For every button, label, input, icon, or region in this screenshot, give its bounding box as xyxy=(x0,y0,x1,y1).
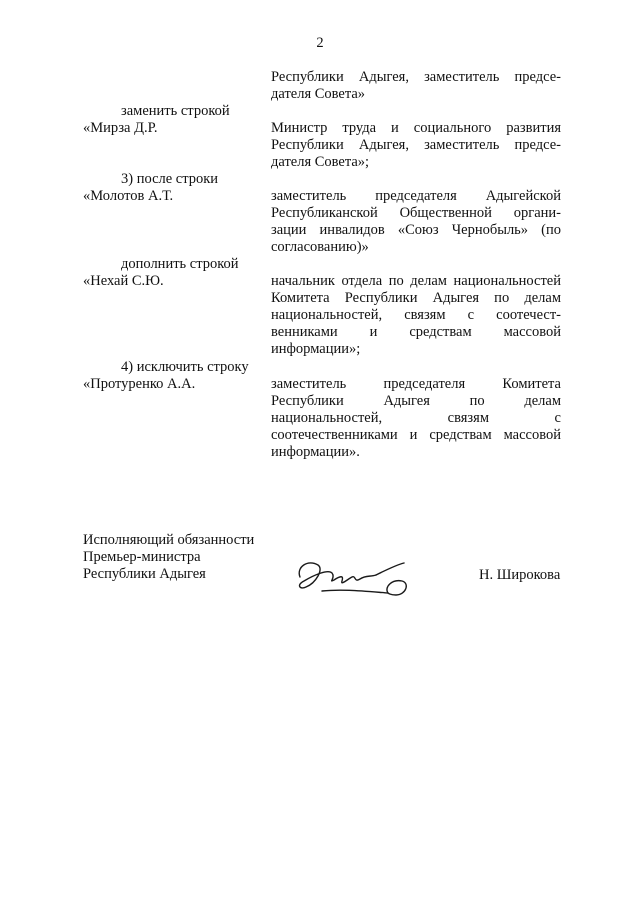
signatory-title-line: Республики Адыгея xyxy=(83,566,206,582)
instruction-remove: 4) исключить строку xyxy=(121,359,249,375)
person-name: «Молотов А.Т. xyxy=(83,188,174,204)
instruction-after: 3) после строки xyxy=(121,171,219,187)
text-line: начальник отдела по делам национальностей xyxy=(271,273,561,289)
signer-name: Н. Широкова xyxy=(479,567,561,583)
person-name: «Нехай С.Ю. xyxy=(83,273,164,289)
text-line: заместитель председателя Комитета xyxy=(271,376,561,392)
person-name: «Протуренко А.А. xyxy=(83,376,196,392)
continuation-text xyxy=(271,69,561,103)
text-line: Республики Адыгея по делам xyxy=(271,393,561,409)
text-line: заместитель председателя Адыгейской xyxy=(271,188,561,204)
text-line: дателя Совета» xyxy=(271,86,366,102)
position-description xyxy=(271,273,561,358)
text-line: согласованию)» xyxy=(271,239,369,255)
text-line: национальностей, связям с соотечест- xyxy=(271,307,561,323)
text-line: Комитета Республики Адыгея по делам xyxy=(271,290,561,306)
position-description xyxy=(271,120,561,171)
text-line: зации инвалидов «Союз Чернобыль» (по xyxy=(271,222,561,238)
text-line: Республики Адыгея, заместитель предсе- xyxy=(271,137,561,153)
signatory-title xyxy=(83,532,254,583)
text-line: соотечественниками и средствам массовой xyxy=(271,427,561,443)
text-line: Министр труда и социального развития xyxy=(271,120,561,136)
text-line: Республики Адыгея, заместитель предсе- xyxy=(271,69,561,85)
text-line: национальностей, связям с xyxy=(271,410,561,426)
handwritten-signature xyxy=(292,553,422,603)
person-name: «Мирза Д.Р. xyxy=(83,120,158,136)
text-line: дателя Совета»; xyxy=(271,154,370,170)
position-description xyxy=(271,188,561,256)
instruction-replace: заменить строкой xyxy=(121,103,230,119)
text-line: венниками и средствам массовой xyxy=(271,324,561,340)
position-description xyxy=(271,376,561,461)
text-line: Республиканской Общественной органи- xyxy=(271,205,561,221)
page-number: 2 xyxy=(316,35,324,51)
text-line: информации». xyxy=(271,444,360,460)
signatory-title-line: Премьер-министра xyxy=(83,549,201,565)
signatory-title-line: Исполняющий обязанности xyxy=(83,532,255,548)
instruction-add: дополнить строкой xyxy=(121,256,239,272)
text-line: информации»; xyxy=(271,341,361,357)
